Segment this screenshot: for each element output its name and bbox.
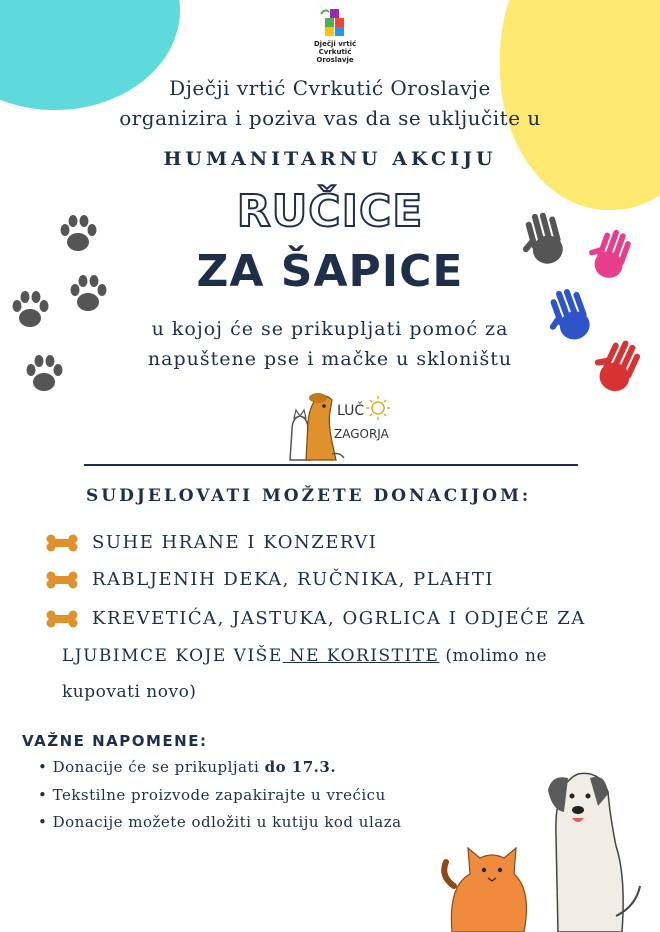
donation-item-2: RABLJENIH DEKA, RUČNIKA, PLAHTI — [92, 569, 494, 590]
bone-bullet-icon — [46, 534, 78, 552]
intro-line-1: Dječji vrtić Cvrkutić Oroslavje — [169, 76, 491, 100]
donation-item-1: SUHE HRANE I KONZERVI — [92, 532, 378, 553]
logo-text-line2: Cvrkutić — [318, 48, 352, 56]
donation-item-3-text-c: (molimo ne — [439, 646, 548, 666]
title-line-1: RUČICE — [236, 186, 424, 237]
donation-item-3-emphasis: NE KORISTITE — [282, 646, 440, 666]
subtitle-line-2: napuštene pse i mačke u skloništu — [147, 348, 513, 370]
shelter-logo — [270, 382, 400, 464]
shelter-name-line-1: LUČ — [337, 403, 365, 419]
logo-text-line3: Oroslavje — [316, 56, 354, 64]
paw-print-icon — [66, 272, 110, 316]
bone-bullet-icon — [46, 571, 78, 589]
donation-item-3-line-3: kupovati novo) — [62, 682, 197, 702]
notes-heading: VAŽNE NAPOMENE: — [22, 732, 208, 750]
cat-and-dog-illustration — [440, 766, 650, 932]
hand-print-icon — [588, 336, 650, 398]
note-2: • Tekstilne proizvode zapakirajte u vrećicu — [38, 786, 386, 804]
kindergarten-logo — [300, 6, 370, 64]
intro-line-2: organizira i poziva vas da se uključite u — [119, 106, 541, 130]
sun-icon — [366, 396, 390, 420]
title-line-2: ZA ŠAPICE — [196, 246, 464, 297]
hand-print-icon — [518, 208, 572, 270]
note-3: • Donacije možete odložiti u kutiju kod ulaza — [38, 813, 402, 831]
dog-icon — [548, 773, 640, 932]
note-1 — [38, 758, 336, 776]
note-1-text: • Donacije će se prikupljati — [38, 758, 265, 776]
logo-blocks-icon — [315, 6, 355, 36]
subtitle-line-1: u kojoj će se prikupljati pomoć za — [151, 318, 509, 340]
paw-print-icon — [22, 352, 66, 396]
decorative-yellow-blob — [500, 0, 660, 210]
donations-heading: SUDJELOVATI MOŽETE DONACIJOM: — [86, 486, 532, 506]
donation-item-3-line-2 — [62, 646, 547, 666]
headline: HUMANITARNU AKCIJU — [163, 148, 497, 170]
paw-print-icon — [56, 212, 100, 256]
paw-print-icon — [8, 288, 52, 332]
cat-icon — [444, 848, 526, 932]
note-1-date: do 17.3. — [264, 758, 337, 776]
bone-bullet-icon — [46, 610, 78, 628]
logo-text-line1: Dječji vrtić — [313, 40, 357, 48]
divider — [84, 464, 578, 466]
donation-item-3-text-a: LJUBIMCE KOJE VIŠE — [62, 646, 283, 666]
shelter-name-line-2: ZAGORJA — [334, 427, 389, 441]
hand-print-icon — [586, 226, 638, 284]
donation-item-3-line-1: KREVETIĆA, JASTUKA, OGRLICA I ODJEĆE ZA — [92, 608, 586, 629]
